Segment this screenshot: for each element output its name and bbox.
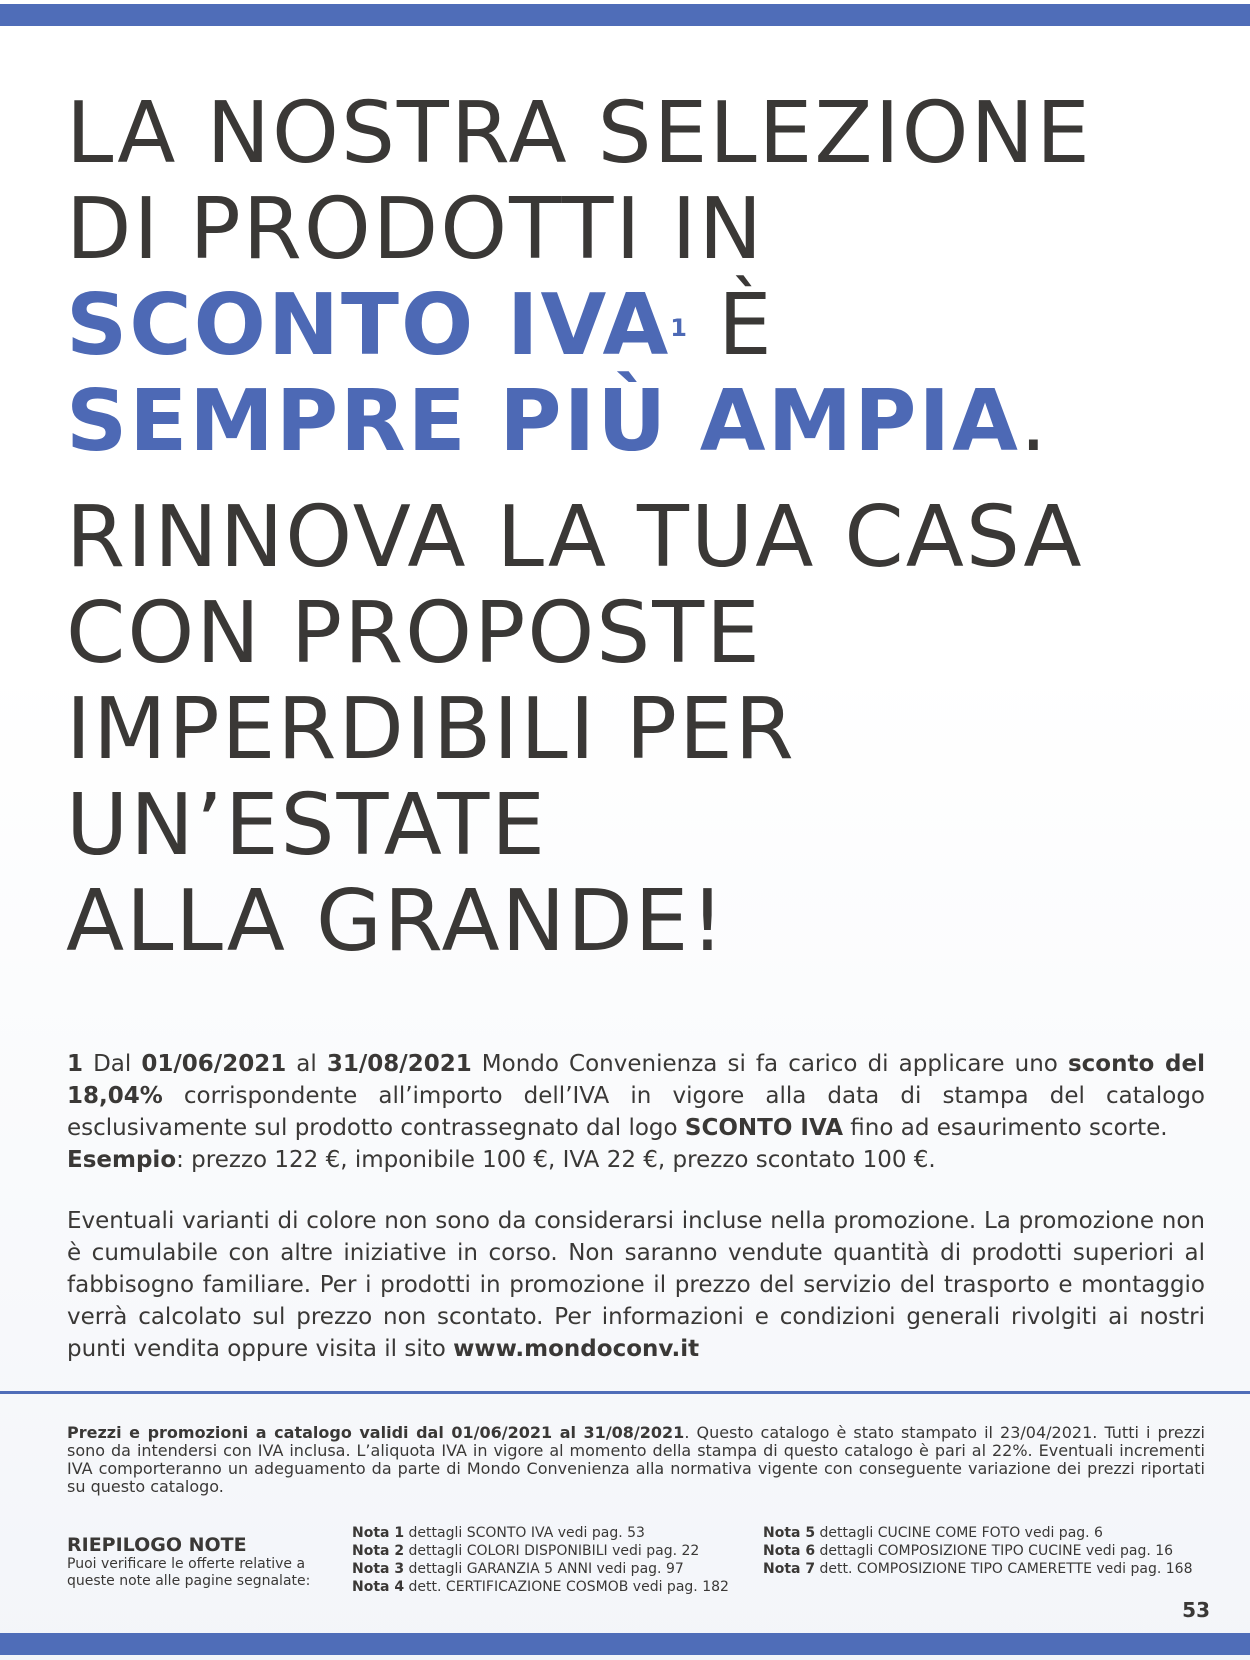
- note-text: dettagli CUCINE COME FOTO vedi pag. 6: [815, 1525, 1103, 1541]
- sconto-iva-highlight: SCONTO IVA: [66, 276, 671, 375]
- notes-intro: [67, 1534, 337, 1590]
- headline-line-3-rest: È: [688, 276, 774, 375]
- validity-text: . Questo catalogo è stato stampato il 23/04/2021. Tutti i prezzi sono da intendersi con IVA inclusa. L’aliquota IVA in vigore al momento della stampa di questo catalogo è pari al 22%. Eventuali incrementi IVA comporteranno un adeguamento da parte di Mondo Convenienza alla normativa vigente con conseguente variazione dei prezzi riportati su questo catalogo.: [67, 1423, 1205, 1496]
- date-to: 31/08/2021: [326, 1051, 472, 1077]
- page-number: 53: [1182, 1598, 1210, 1622]
- validity-paragraph: [67, 1424, 1205, 1496]
- footnote-text: Dal: [83, 1051, 142, 1077]
- note-label: Nota 6: [763, 1543, 816, 1559]
- note-text: dettagli GARANZIA 5 ANNI vedi pag. 97: [404, 1561, 684, 1577]
- headline-line-1: LA NOSTRA SELEZIONE: [66, 84, 1092, 183]
- footnote-text: al: [286, 1051, 327, 1077]
- discount-amount: sconto del 18,04%: [67, 1051, 1205, 1109]
- notes-column-1: [352, 1524, 782, 1596]
- footnote-marker: 1: [670, 314, 689, 342]
- headline: [66, 86, 1206, 970]
- note-text: dettagli COMPOSIZIONE TIPO CUCINE vedi pag. 16: [815, 1543, 1174, 1559]
- note-text: dett. COMPOSIZIONE TIPO CAMERETTE vedi pag. 168: [815, 1561, 1193, 1577]
- headline-line-4-dot: .: [1019, 372, 1049, 471]
- example-text: : prezzo 122 €, imponibile 100 €, IVA 22 €, prezzo scontato 100 €.: [176, 1147, 936, 1173]
- note-item: [352, 1578, 782, 1596]
- note-item: [763, 1524, 1213, 1542]
- headline-line-4: [66, 374, 1206, 470]
- note-label: Nota 5: [763, 1525, 816, 1541]
- note-label: Nota 7: [763, 1561, 816, 1577]
- headline-line-5: RINNOVA LA TUA CASA: [66, 488, 1084, 587]
- footnote-1-paragraph: [67, 1048, 1205, 1176]
- note-item: [352, 1524, 782, 1542]
- section-divider: [0, 1391, 1250, 1394]
- bottom-accent-bar: [0, 1633, 1250, 1655]
- headline-line-7: IMPERDIBILI PER: [66, 680, 796, 779]
- headline-line-6: CON PROPOSTE: [66, 584, 762, 683]
- sempre-piu-ampia-highlight: SEMPRE PIÙ AMPIA: [66, 372, 1020, 471]
- notes-subtitle: Puoi verificare le offerte relative a queste note alle pagine segnalate:: [67, 1556, 311, 1589]
- note-label: Nota 1: [352, 1525, 405, 1541]
- note-item: [352, 1560, 782, 1578]
- footnote-text: corrispondente all’importo dell’IVA in vigore alla data di stampa del catalogo esclusivamente sul prodotto contrassegnato dal logo: [67, 1083, 1205, 1141]
- footnote-text: Mondo Convenienza si fa carico di applicare uno: [471, 1051, 1068, 1077]
- note-text: dett. CERTIFICAZIONE COSMOB vedi pag. 182: [404, 1579, 729, 1595]
- note-item: [352, 1542, 782, 1560]
- note-label: Nota 2: [352, 1543, 405, 1559]
- note-text: dettagli SCONTO IVA vedi pag. 53: [404, 1525, 645, 1541]
- notes-title: RIEPILOGO NOTE: [67, 1534, 247, 1556]
- website-link[interactable]: www.mondoconv.it: [453, 1336, 700, 1362]
- headline-line-8: UN’ESTATE: [66, 776, 547, 875]
- note-item: [763, 1560, 1213, 1578]
- headline-line-3: [66, 278, 1206, 374]
- top-accent-bar: [0, 4, 1250, 26]
- date-from: 01/06/2021: [141, 1051, 287, 1077]
- headline-line-2: DI PRODOTTI IN: [66, 180, 765, 279]
- note-text: dettagli COLORI DISPONIBILI vedi pag. 22: [404, 1543, 700, 1559]
- sconto-iva-logo-name: SCONTO IVA: [684, 1115, 843, 1141]
- footnote-text: fino ad esaurimento scorte.: [843, 1115, 1168, 1141]
- notes-column-2: [763, 1524, 1213, 1578]
- footnote-number: 1: [67, 1051, 84, 1077]
- headline-line-9: ALLA GRANDE!: [66, 872, 727, 971]
- note-label: Nota 4: [352, 1579, 405, 1595]
- terms-paragraph: [67, 1205, 1205, 1365]
- note-item: [763, 1542, 1213, 1560]
- example-label: Esempio: [67, 1147, 177, 1173]
- validity-dates: Prezzi e promozioni a catalogo validi dal 01/06/2021 al 31/08/2021: [67, 1423, 685, 1442]
- note-label: Nota 3: [352, 1561, 405, 1577]
- terms-text: Eventuali varianti di colore non sono da considerarsi incluse nella promozione. La promozione non è cumulabile con altre iniziative in corso. Non saranno vendute quantità di prodotti superiori al fabbisogno familiare. Per i prodotti in promozione il prezzo del servizio del trasporto e montaggio verrà calcolato sul prezzo non scontato. Per informazioni e condizioni generali rivolgiti ai nostri punti vendita oppure visita il sito: [67, 1208, 1205, 1362]
